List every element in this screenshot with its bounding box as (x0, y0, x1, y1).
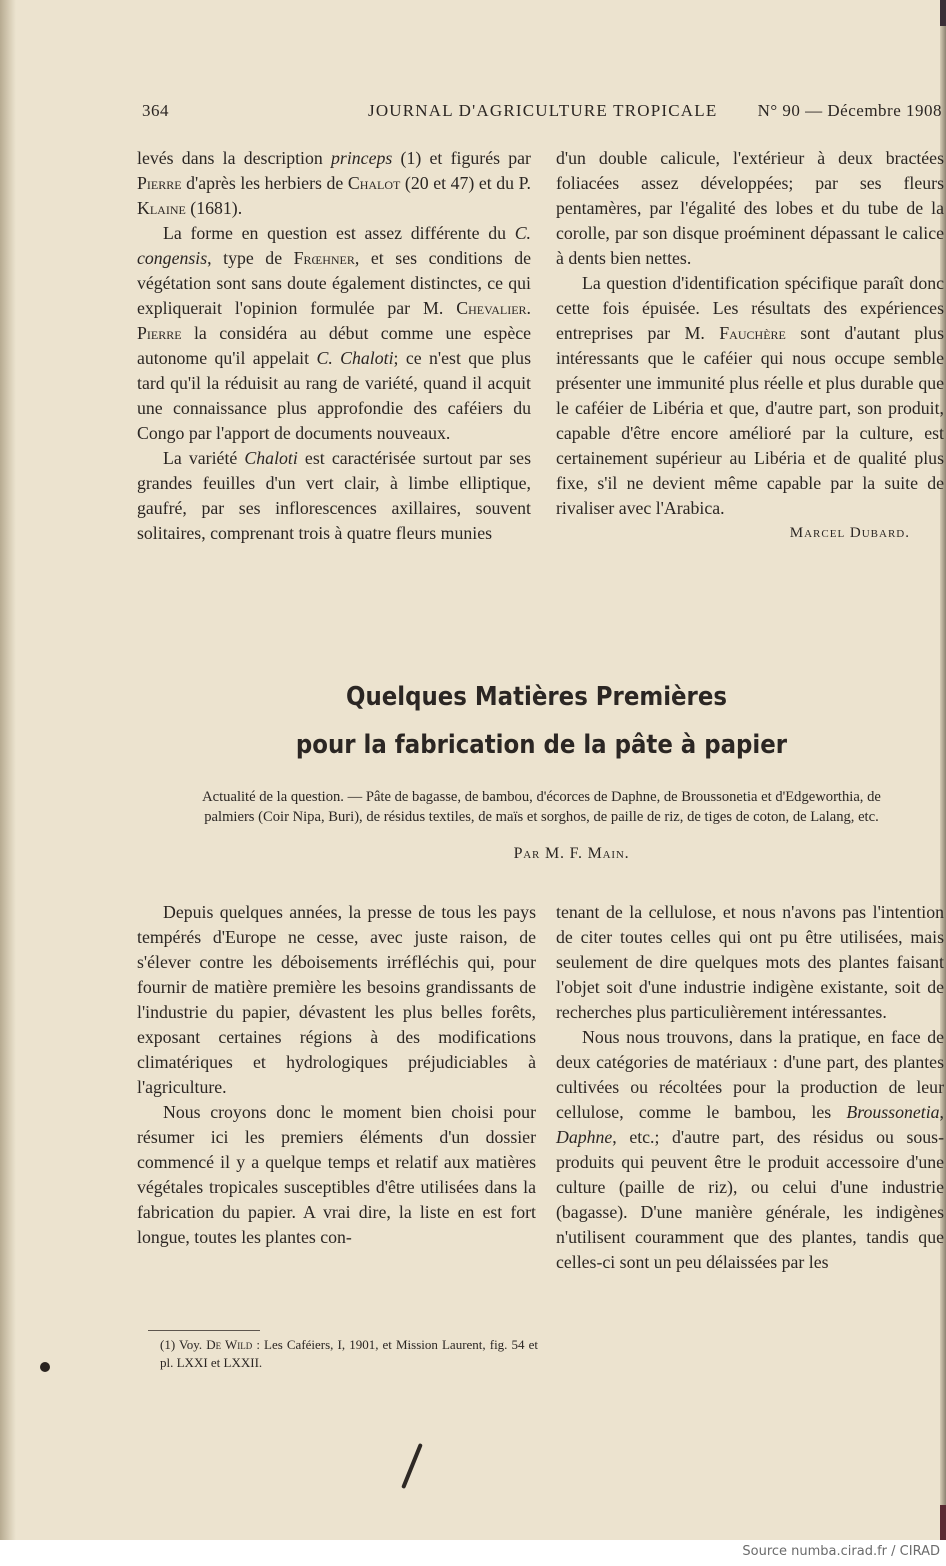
paragraph: La variété Chaloti est caractérisée surtout par ses grandes feuilles d'un vert clair, à limbe elliptique, gaufré, par ses inflorescences axillaires, souvent solitaires, comprenant trois à quatre fleurs munies (137, 448, 531, 543)
source-credit: Source numba.cirad.fr / CIRAD (742, 1544, 940, 1559)
paragraph: Depuis quelques années, la presse de tous les pays tempérés d'Europe ne cesse, avec juste raison, de s'élever contre les déboisements irréfléchis qui, pour fournir de matière première les besoins grandissants de l'industrie du papier, dévastent les plus belles forêts, exposant certaines régions à des modifications climatériques et hydrologiques préjudiciables à l'agriculture. (137, 902, 536, 1097)
paragraph: tenant de la cellulose, et nous n'avons pas l'intention de citer toutes celles qui ont pu être utilisées, mais seulement de dire quelques mots des plantes faisant l'objet soit d'une industrie indigène existante, soit de recherches plus particulièrement intéressantes. (556, 902, 944, 1022)
previous-article-right-column (556, 146, 944, 546)
paragraph: La forme en question est assez différente du C. congensis, type de Frœhner, et ses conditions de végétation sont sans doute également distinctes, ce qui expliquerait l'opinion formulée par M. Chevalier. Pierre la considéra au début comme une espèce autonome qu'il appelait C. Chaloti; ce n'est que plus tard qu'il la réduisit au rang de variété, quand il acquit une connaissance plus approfondie des caféiers du Congo par l'apport de documents nouveaux. (137, 223, 531, 443)
binding-mark-top (940, 0, 946, 26)
paragraph: Nous croyons donc le moment bien choisi pour résumer ici les premiers éléments d'un dossier commencé il y a quelque temps et relatif aux matières végétales tropicales susceptibles d'être utilisées dans la fabrication du papier. A vrai dire, la liste en est fort longue, toutes les plantes con- (137, 1102, 536, 1247)
article-heading (137, 673, 946, 863)
page-gutter-shadow (0, 0, 16, 1540)
paragraph: d'un double calicule, l'extérieur à deux bractées foliacées assez développées; par ses fleurs pentamères, par l'égalité des lobes et du tube de la corolle, par son disque proéminent dépassant le calice à dents bien nettes. (556, 148, 944, 268)
running-header (142, 101, 946, 125)
ink-blot (40, 1362, 50, 1372)
paragraph: Nous nous trouvons, dans la pratique, en face de deux catégories de matériaux : d'une part, des plantes cultivées ou récoltées pour la production de leur cellulose, comme le bambou, les Broussonetia, Daphne, etc.; d'autre part, des résidus ou sous-produits qui peuvent être le produit accessoire d'une culture (paille de riz), ou celui d'une industrie (bagasse). D'une manière générale, les indigènes n'utilisent couramment que des plantes, tandis que celles-ci sont un peu délaissées par les (556, 1027, 944, 1272)
article-title-line-2: pour la fabrication de la pâte à papier (295, 730, 788, 760)
author-signature: Marcel Dubard. (789, 525, 910, 541)
article-right-column (556, 900, 944, 1275)
paragraph: La question d'identification spécifique paraît donc cette fois épuisée. Les résultats des expériences entreprises par M. Fauchère sont d'autant plus intéressants que le caféier qui nous occupe semble présenter une immunité plus réelle et plus durable que le caféier de Libéria et que, d'autre part, son produit, capable d'être encore amélioré par la culture, est certainement supérieur au Libéria et de qualité plus fixe, s'il ne devient même capable par la suite de rivaliser avec l'Arabica. (556, 273, 944, 518)
issue-number: N° 90 — Décembre 1908 (757, 101, 942, 120)
article-title-line-1: Quelques Matières Premières (346, 682, 727, 712)
footnote-text: (1) Voy. De Wild : Les Caféiers, I, 1901, et Mission Laurent, fig. 54 et pl. LXXI et LXXII. (160, 1337, 538, 1370)
footnote-rule (148, 1330, 260, 1331)
previous-article-left-column (137, 146, 531, 546)
pencil-mark (401, 1443, 423, 1489)
paragraph: levés dans la description princeps (1) et figurés par Pierre d'après les herbiers de Chalot (20 et 47) et du P. Klaine (1681). (137, 148, 531, 218)
footnote (148, 1336, 538, 1372)
binding-mark-bottom (940, 1505, 946, 1540)
article-byline: Par M. F. Main. (513, 845, 630, 862)
journal-title: JOURNAL D'AGRICULTURE TROPICALE (368, 101, 718, 120)
page-number: 364 (142, 101, 169, 120)
article-subtitle: Actualité de la question. — Pâte de bagasse, de bambou, d'écorces de Daphne, de Broussonetia et d'Edgeworthia, de palmiers (Coir Nipa, Buri), de résidus textiles, de maïs et sorghos, de paille de riz, de tiges de coton, de Lalang, etc. (202, 789, 881, 825)
article-left-column (137, 900, 536, 1250)
